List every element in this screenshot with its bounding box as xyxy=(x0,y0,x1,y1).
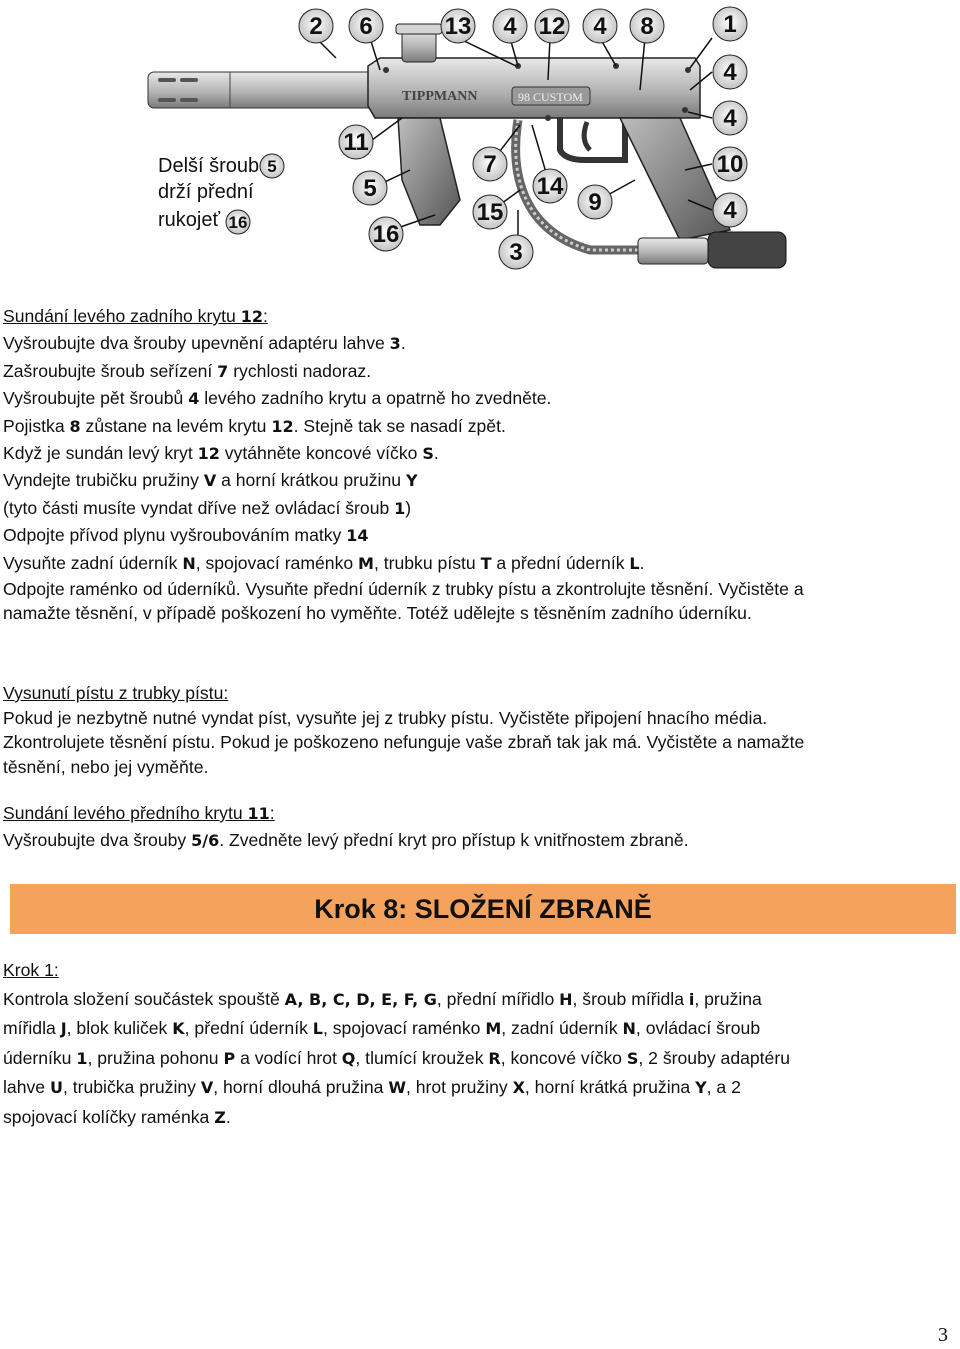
part-code: i xyxy=(688,989,695,1009)
instruction-line: těsnění, nebo jej vyměňte. xyxy=(3,756,209,777)
svg-text:6: 6 xyxy=(359,13,373,40)
text-run: . xyxy=(225,1106,231,1127)
text-run: , zadní úderník xyxy=(501,1018,623,1038)
text-run: , hrot pružiny xyxy=(405,1077,513,1097)
section-heading: Vysunutí pístu z trubky pístu: xyxy=(3,683,229,703)
svg-text:4: 4 xyxy=(723,59,737,86)
part-code: V xyxy=(200,1078,214,1097)
parts-line xyxy=(3,1103,946,1133)
instruction-line: Odpojte přívod plynu vyšroubováním matky 14 xyxy=(3,525,369,546)
callout-number xyxy=(713,7,747,41)
part-code: Z xyxy=(214,1107,226,1127)
instruction-line: (tyto části musíte vyndat dříve než ovládací šroub 1) xyxy=(3,497,412,518)
svg-text:11: 11 xyxy=(343,129,369,156)
text-run: , koncové víčko xyxy=(500,1047,627,1068)
tank-adapter xyxy=(638,232,786,268)
instruction-line: Pojistka 8 zůstane na levém krytu 12. Stejně tak se nasadí zpět. xyxy=(3,415,506,436)
svg-text:5: 5 xyxy=(363,175,377,202)
text-run: , přední úderník xyxy=(184,1018,313,1038)
part-code: A, B, C, D, E, F, G xyxy=(284,989,437,1009)
text-run: , ovládací šroub xyxy=(635,1018,761,1038)
page-number: 3 xyxy=(938,1324,948,1346)
callout-number xyxy=(339,125,373,159)
svg-text:4: 4 xyxy=(723,197,737,224)
rear-grip xyxy=(620,118,730,240)
text-run: , blok kuliček xyxy=(66,1018,173,1038)
text-run: , spojovací raménko xyxy=(322,1018,486,1038)
part-code: Y xyxy=(695,1078,707,1097)
svg-text:2: 2 xyxy=(309,13,323,40)
instruction-line: Vyndejte trubičku pružiny V a horní krátkou pružinu Y xyxy=(3,470,418,491)
text-run: úderníku xyxy=(3,1047,77,1068)
text-run: , horní dlouhá pružina xyxy=(213,1077,389,1097)
part-code: Q xyxy=(341,1048,356,1068)
callout-number xyxy=(713,147,747,181)
callout-number xyxy=(583,9,617,43)
callout-number xyxy=(713,193,747,227)
instruction-line: namažte těsnění, v případě poškození ho vyměňte. Totéž udělejte s těsněním zadního úderníku. xyxy=(3,603,752,624)
section-rear-cover xyxy=(3,303,946,625)
part-code: P xyxy=(223,1048,236,1068)
callout-number xyxy=(473,147,507,181)
step-title: Krok 8: SLOŽENÍ ZBRANĚ xyxy=(314,893,652,924)
part-code: M xyxy=(485,1019,502,1038)
section-heading: Sundání levého předního krytu 11: xyxy=(3,803,275,823)
trigger-assembly xyxy=(560,118,625,160)
part-code: J xyxy=(60,1019,67,1038)
callout-badge: 5 xyxy=(267,157,277,176)
part-code: H xyxy=(559,989,573,1009)
part-code: S xyxy=(626,1048,639,1068)
part-code: U xyxy=(49,1078,63,1097)
instruction-line: Odpojte raménko od úderníků. Vysuňte přední úderník z trubky pístu a zkontrolujte těsnění. Vyčistěte a xyxy=(3,579,804,600)
callout-number xyxy=(578,185,612,219)
text-run: , přední mířidlo xyxy=(436,988,560,1009)
marker-diagram-svg xyxy=(140,0,820,285)
section-front-cover xyxy=(3,800,946,855)
svg-text:15: 15 xyxy=(476,199,504,226)
svg-text:13: 13 xyxy=(444,13,472,40)
callout-number xyxy=(533,169,567,203)
callout-number xyxy=(349,9,383,43)
section-heading: Sundání levého zadního krytu 12: xyxy=(3,306,268,326)
part-code: N xyxy=(622,1019,636,1038)
parts-line xyxy=(3,1073,946,1103)
text-run: , šroub mířidla xyxy=(572,988,689,1009)
text-run: mířidla xyxy=(3,1018,61,1038)
parts-line xyxy=(3,985,946,1015)
svg-text:10: 10 xyxy=(716,151,744,178)
svg-text:12: 12 xyxy=(538,13,566,40)
instruction-line: Pokud je nezbytně nutné vyndat píst, vysuňte jej z trubky pístu. Vyčistěte připojení hnacího média. xyxy=(3,707,768,728)
instruction-line: Vyšroubujte dva šrouby upevnění adaptéru lahve 3. xyxy=(3,333,406,354)
callout-line: drží přední xyxy=(158,181,254,203)
callout-number xyxy=(493,9,527,43)
text-run: , horní krátká pružina xyxy=(524,1077,696,1097)
text-run: spojovací kolíčky raménka xyxy=(3,1106,215,1127)
svg-text:7: 7 xyxy=(483,151,497,178)
section-piston xyxy=(3,681,946,779)
svg-text:8: 8 xyxy=(640,13,654,40)
part-code: R xyxy=(488,1048,501,1068)
instruction-line: Zašroubujte šroub seřízení 7 rychlosti nadoraz. xyxy=(3,360,372,381)
instruction-line: Když je sundán levý kryt 12 vytáhněte koncové víčko S. xyxy=(3,443,439,464)
text-run: a vodící hrot xyxy=(235,1047,342,1068)
svg-text:3: 3 xyxy=(509,239,523,266)
instruction-line: Vysuňte zadní úderník N, spojovací raménko M, trubku pístu T a přední úderník L. xyxy=(3,552,645,573)
svg-text:1: 1 xyxy=(723,11,737,38)
text-run: , trubička pružiny xyxy=(62,1077,201,1097)
text-run: , a 2 xyxy=(706,1077,741,1097)
callout-note xyxy=(158,154,284,234)
text-run: , 2 šrouby adaptéru xyxy=(638,1047,790,1068)
callout-number xyxy=(499,235,533,269)
svg-text:4: 4 xyxy=(503,13,517,40)
part-code: K xyxy=(172,1019,185,1038)
part-code: W xyxy=(388,1078,406,1097)
instruction-line: Vyšroubujte pět šroubů 4 levého zadního krytu a opatrně ho zvedněte. xyxy=(3,388,552,409)
callout-number xyxy=(369,217,403,251)
svg-text:14: 14 xyxy=(536,173,564,200)
brand-label: TIPPMANN xyxy=(402,89,478,104)
callout-badge: 16 xyxy=(228,213,248,232)
callout-number xyxy=(630,9,664,43)
section-step-1 xyxy=(3,956,946,1132)
callout-number xyxy=(353,171,387,205)
part-code: X xyxy=(512,1078,525,1097)
barrel xyxy=(148,72,393,108)
model-label: 98 CUSTOM xyxy=(518,90,583,104)
callout-line: rukojeť xyxy=(158,209,220,231)
section-heading: Krok 1: xyxy=(3,960,59,980)
svg-text:4: 4 xyxy=(593,13,607,40)
step-banner xyxy=(10,884,956,934)
text-run: lahve xyxy=(3,1077,50,1097)
svg-text:4: 4 xyxy=(723,105,737,132)
instruction-line: Vyšroubujte dva šrouby 5/6. Zvedněte levý přední kryt pro přístup k vnitřnostem zbraně. xyxy=(3,830,689,851)
text-run: Kontrola složení součástek spouště xyxy=(3,988,285,1009)
parts-line xyxy=(3,1044,946,1074)
callout-number xyxy=(473,195,507,229)
text-run: , tlumící kroužek xyxy=(355,1047,489,1068)
parts-line xyxy=(3,1014,946,1044)
text-run: , pružina xyxy=(694,988,762,1009)
svg-text:16: 16 xyxy=(372,221,400,248)
text-run: , pružina pohonu xyxy=(87,1047,224,1068)
marker-diagram xyxy=(140,0,820,285)
callout-number xyxy=(441,9,475,43)
part-code: L xyxy=(312,1019,323,1038)
part-code: 1 xyxy=(76,1048,88,1068)
svg-text:9: 9 xyxy=(588,189,602,216)
instruction-line: Zkontrolujete těsnění pístu. Pokud je poškozeno nefunguje vaše zbraň tak jak má. Vyčistěte a namažte xyxy=(3,732,805,752)
callout-number xyxy=(299,9,333,43)
callout-number xyxy=(713,55,747,89)
callout-line: Delší šroub xyxy=(158,155,260,177)
callout-number xyxy=(535,9,569,43)
callout-number xyxy=(713,101,747,135)
